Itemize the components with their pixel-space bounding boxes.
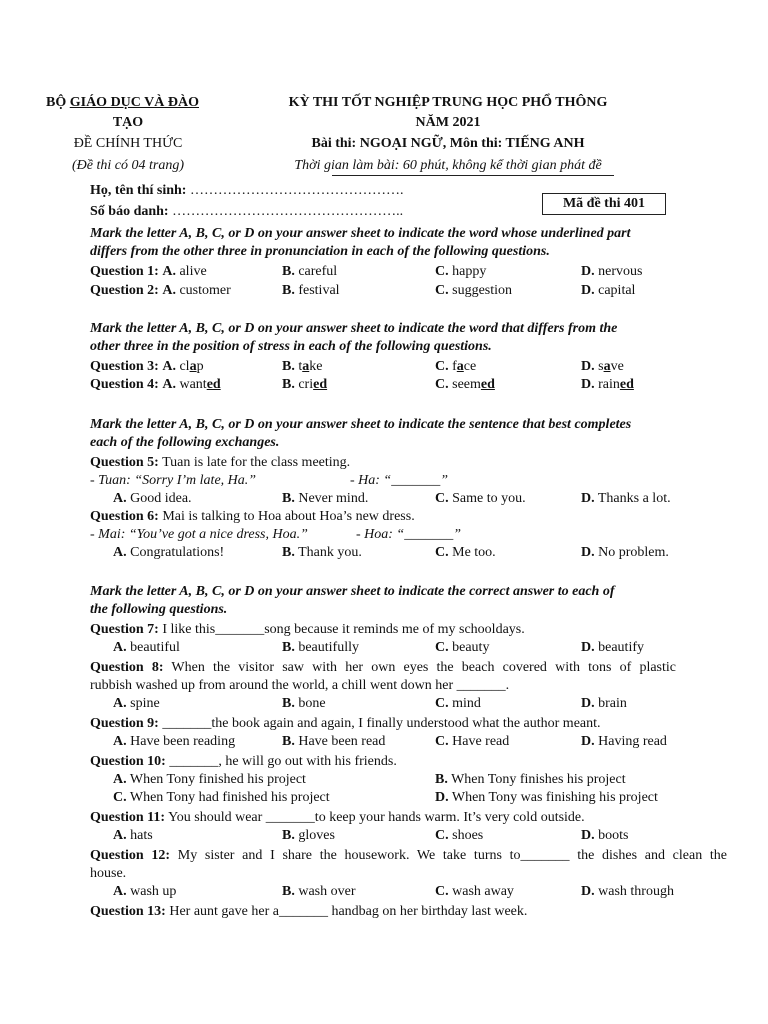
- q3-label: Question 3:: [90, 359, 159, 374]
- q10-option-c: When Tony had finished his project: [129, 790, 330, 805]
- exam-title-line2: NĂM 2021: [415, 115, 481, 130]
- q11-label: Question 11:: [90, 810, 166, 825]
- q10-label: Question 10:: [90, 754, 166, 769]
- q6-label: Question 6:: [90, 509, 159, 524]
- page-count: (Đề thi có 04 trang): [72, 158, 184, 173]
- q8-option-b: bone: [298, 696, 326, 711]
- section3-instruction-line2: each of the following exchanges.: [90, 435, 280, 450]
- ministry-name-line2: TẠO: [112, 115, 144, 130]
- q5-label: Question 5:: [90, 455, 159, 470]
- candidate-name-label: Họ, tên thí sinh:: [90, 183, 187, 198]
- q7-stem: I like this_______song because it reminds me of my schooldays.: [162, 622, 525, 637]
- section2-instruction-line1: Mark the letter A, B, C, or D on your answer sheet to indicate the word that differs from the: [90, 321, 618, 336]
- q12-label: Question 12:: [90, 848, 171, 863]
- q10-option-d: When Tony was finishing his project: [451, 790, 658, 805]
- q8-option-d: brain: [598, 696, 627, 711]
- q4-option-d: rained: [598, 377, 634, 392]
- section1-instruction-line2: differs from the other three in pronunciation in each of the following questions.: [90, 244, 550, 259]
- q11-stem: You should wear _______to keep your hands warm. It’s very cold outside.: [168, 810, 585, 825]
- q2-option-a: customer: [179, 283, 231, 298]
- q1-option-b: careful: [298, 264, 338, 279]
- candidate-id-row: [90, 203, 403, 221]
- q9-option-c: Have read: [452, 734, 510, 749]
- q4-label: Question 4:: [90, 377, 159, 392]
- q7-option-c: beauty: [452, 640, 490, 655]
- candidate-name-dots: ……………………………………….: [189, 183, 404, 198]
- q6-option-c: Me too.: [452, 545, 496, 560]
- candidate-name-row: [90, 182, 403, 200]
- candidate-id-dots: …………………………………………..: [172, 204, 404, 219]
- q11-option-c: shoes: [452, 828, 484, 843]
- q2-option-c: suggestion: [452, 283, 513, 298]
- q5-option-b: Never mind.: [298, 491, 369, 506]
- q3-option-d: save: [598, 359, 624, 374]
- q7-option-b: beautifully: [298, 640, 359, 655]
- q3-option-a: clap: [179, 359, 204, 374]
- q12-stem-line2: house.: [90, 866, 127, 881]
- q7-option-a: beautiful: [130, 640, 180, 655]
- q1-label: Question 1:: [90, 264, 159, 279]
- q6-stem: Mai is talking to Hoa about Hoa’s new dress.: [162, 509, 415, 524]
- q8-option-a: spine: [130, 696, 160, 711]
- q4-option-b: cried: [298, 377, 328, 392]
- q11-option-a: hats: [130, 828, 153, 843]
- q6-option-d: No problem.: [598, 545, 669, 560]
- q4-option-c: seemed: [452, 377, 495, 392]
- q12-option-d: wash through: [598, 884, 674, 899]
- ministry-name-line1: [46, 94, 199, 112]
- exam-title-line1: KỲ THI TỐT NGHIỆP TRUNG HỌC PHỔ THÔNG: [288, 95, 608, 110]
- q4-option-a: wanted: [179, 377, 221, 392]
- q5-option-c: Same to you.: [452, 491, 526, 506]
- q12-option-a: wash up: [130, 884, 177, 899]
- section2-instruction-line2: other three in the position of stress in each of the following questions.: [90, 339, 492, 354]
- q8-option-c: mind: [452, 696, 481, 711]
- q7-label: Question 7:: [90, 622, 159, 637]
- q11-option-d: boots: [598, 828, 629, 843]
- ministry-prefix: BỘ: [46, 95, 70, 110]
- q13-label: Question 13:: [90, 904, 166, 919]
- section1-instruction-line1: Mark the letter A, B, C, or D on your answer sheet to indicate the word whose underlined part: [90, 226, 631, 241]
- q12-option-c: wash away: [452, 884, 514, 899]
- q9-stem: _______the book again and again, I finally understood what the author meant.: [162, 716, 601, 731]
- q11-option-b: gloves: [298, 828, 335, 843]
- q8-stem-line1: When the visitor saw with her own eyes the beach covered with tons of plastic: [171, 660, 676, 675]
- q6-dialogue-hoa: - Hoa: “_______”: [356, 527, 462, 542]
- time-underline: [332, 175, 614, 176]
- q3-option-b: take: [298, 359, 323, 374]
- q5-option-a: Good idea.: [130, 491, 192, 506]
- q12-stem-line1: My sister and I share the housework. We take turns to_______ the dishes and clean the: [177, 848, 728, 863]
- q12-option-b: wash over: [298, 884, 356, 899]
- q1-option-a: alive: [179, 264, 207, 279]
- q2-label: Question 2:: [90, 283, 159, 298]
- q2-option-d: capital: [598, 283, 636, 298]
- q10-stem: _______, he will go out with his friends.: [169, 754, 397, 769]
- section4-instruction-line2: the following questions.: [90, 602, 228, 617]
- q2-option-b: festival: [298, 283, 340, 298]
- section4-instruction-line1: Mark the letter A, B, C, or D on your answer sheet to indicate the correct answer to each of: [90, 584, 615, 599]
- q3-option-c: face: [452, 359, 477, 374]
- q10-option-a: When Tony finished his project: [129, 772, 306, 787]
- candidate-id-label: Số báo danh:: [90, 204, 169, 219]
- q13-stem: Her aunt gave her a_______ handbag on her birthday last week.: [169, 904, 528, 919]
- time-line: Thời gian làm bài: 60 phút, không kể thời gian phát đề: [294, 158, 602, 173]
- q10-option-b: When Tony finishes his project: [451, 772, 626, 787]
- q9-label: Question 9:: [90, 716, 159, 731]
- q6-dialogue-mai: - Mai: “You’ve got a nice dress, Hoa.”: [90, 527, 308, 542]
- official-label: ĐỀ CHÍNH THỨC: [73, 136, 183, 151]
- q5-dialogue-tuan: - Tuan: “Sorry I’m late, Ha.”: [90, 473, 257, 488]
- q1-option-c: happy: [452, 264, 487, 279]
- subject-line: Bài thi: NGOẠI NGỮ, Môn thi: TIẾNG ANH: [311, 136, 585, 151]
- q8-label: Question 8:: [90, 660, 164, 675]
- q9-option-b: Have been read: [298, 734, 386, 749]
- q9-option-d: Having read: [598, 734, 667, 749]
- q6-option-b: Thank you.: [298, 545, 362, 560]
- ministry-underlined: GIÁO DỤC VÀ ĐÀO: [69, 95, 199, 110]
- q7-option-d: beautify: [598, 640, 644, 655]
- q8-stem-line2: rubbish washed up from around the world, a chill went down her _______.: [90, 678, 510, 693]
- q5-dialogue-ha: - Ha: “_______”: [350, 473, 449, 488]
- section3-instruction-line1: Mark the letter A, B, C, or D on your answer sheet to indicate the sentence that best completes: [90, 417, 632, 432]
- q5-option-d: Thanks a lot.: [597, 491, 671, 506]
- exam-code-box: Mã đề thi 401: [542, 193, 666, 215]
- q5-stem: Tuan is late for the class meeting.: [162, 455, 351, 470]
- q6-option-a: Congratulations!: [130, 545, 225, 560]
- q9-option-a: Have been reading: [130, 734, 236, 749]
- q1-option-d: nervous: [598, 264, 643, 279]
